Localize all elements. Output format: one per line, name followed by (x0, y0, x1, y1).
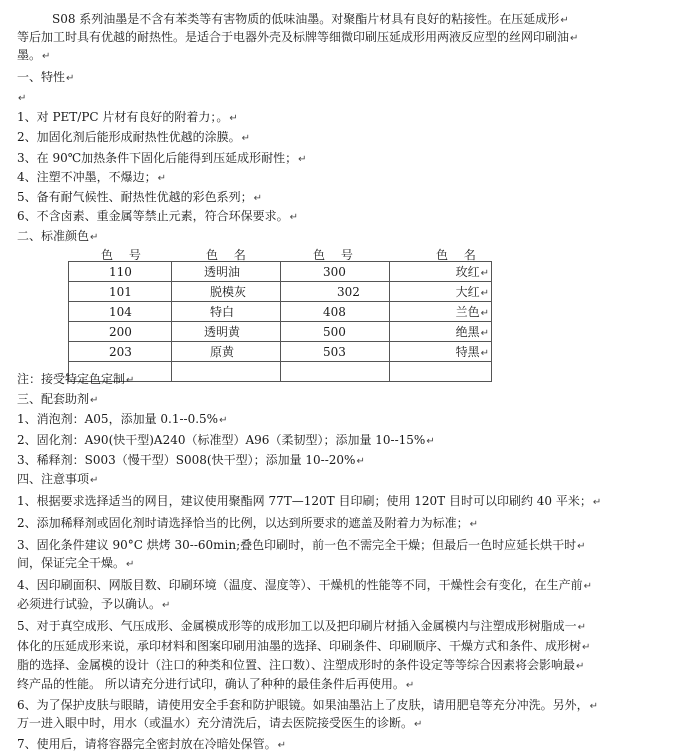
color-code-cell: 300 (281, 262, 390, 282)
feature-item: 5、备有耐气候性、耐热性优越的彩色系列；↵ (17, 190, 263, 204)
color-code-cell: 302 (281, 282, 390, 302)
color-name-cell: 脱模灰 (172, 282, 281, 302)
note-line: 7、使用后，请将容器完全密封放在冷暗处保管。↵ (17, 737, 287, 751)
color-name-cell: 特白 (172, 302, 281, 322)
color-code-cell: 408 (281, 302, 390, 322)
note-line: 1、根据要求选择适当的网目，建议使用聚酯网 77T—120T 目印刷；使用 120T 目时可以印刷约 40 平米；↵ (17, 494, 602, 508)
intro-line-1: S08 系列油墨是不含有苯类等有害物质的低味油墨。对聚酯片材具有良好的粘接性。在压延成形↵ (52, 12, 569, 26)
intro-line-2: 等后加工时具有优越的耐热性。是适合于电器外壳及标牌等细微印刷压延成形用两液反应型的丝网印刷油↵ (17, 30, 579, 44)
color-name-cell: 透明黄 (172, 322, 281, 342)
note-line: 终产品的性能。 所以请充分进行试印，确认了种种的最佳条件后再使用。↵ (17, 677, 415, 691)
color-name-cell: 透明油 (172, 262, 281, 282)
intro-line-3: 墨。↵ (17, 48, 51, 62)
table-note: 注：接受特定色定制↵ (17, 372, 135, 386)
note-line: 5、对于真空成形、气压成形、金属模成形等的成形加工以及把印刷片材插入金属模内与注塑成形树脂成一↵ (17, 619, 587, 633)
color-name-cell: 特黑↵ (390, 342, 492, 362)
color-table (68, 261, 492, 382)
table-header-name: 色 名 (436, 248, 482, 262)
table-row (69, 322, 492, 342)
color-code-cell: 500 (281, 322, 390, 342)
color-code-cell: 503 (281, 342, 390, 362)
color-name-cell: 兰色↵ (390, 302, 492, 322)
color-code-cell: 110 (69, 262, 172, 282)
table-row (69, 342, 492, 362)
note-line: 万一进入眼中时，用水（或温水）充分清洗后，请去医院接受医生的诊断。↵ (17, 716, 423, 730)
empty-cell (281, 362, 390, 382)
color-name-cell: 大红↵ (390, 282, 492, 302)
additive-item: 1、消泡剂：A05，添加量 0.1--0.5%↵ (17, 412, 228, 426)
section-title-notes: 四、注意事项↵ (17, 472, 99, 486)
table-header-name: 色 名 (206, 248, 252, 262)
feature-item: 4、注塑不冲墨，不爆边；↵ (17, 170, 167, 184)
table-row (69, 282, 492, 302)
note-line: 6、为了保护皮肤与眼睛，请使用安全手套和防护眼镜。如果油墨沾上了皮肤，请用肥皂等充分冲洗。另外，↵ (17, 698, 599, 712)
note-line: 2、添加稀释剂或固化剂时请选择恰当的比例，以达到所要求的遮盖及附着力为标准；↵ (17, 516, 479, 530)
feature-item: 6、不含卤素、重金属等禁止元素，符合环保要求。↵ (17, 209, 299, 223)
additive-item: 2、固化剂：A90(快干型)A240（标准型）A96（柔韧型）；添加量 10--15%↵ (17, 433, 435, 447)
empty-cell (172, 362, 281, 382)
note-line: 3、固化条件建议 90°C 烘烤 30--60min;叠色印刷时，前一色不需完全干燥；但最后一色时应延长烘干时↵ (17, 538, 586, 552)
empty-paragraph: ↵ (18, 93, 27, 104)
color-name-cell: 绝黑↵ (390, 322, 492, 342)
color-name-cell: 原黄 (172, 342, 281, 362)
table-header-code: 色 号 (313, 248, 359, 262)
section-title-features: 一、特性↵ (17, 70, 75, 84)
note-line: 间，保证完全干燥。↵ (17, 556, 135, 570)
color-code-cell: 200 (69, 322, 172, 342)
note-line: 必须进行试验，予以确认。↵ (17, 597, 171, 611)
table-row (69, 262, 492, 282)
feature-item: 3、在 90℃加热条件下固化后能得到压延成形耐性；↵ (17, 151, 307, 165)
section-title-additives: 三、配套助剂↵ (17, 392, 99, 406)
feature-item: 2、加固化剂后能形成耐热性优越的涂膜。↵ (17, 130, 251, 144)
section-title-colors: 二、标准颜色↵ (17, 229, 99, 243)
empty-cell (390, 362, 492, 382)
note-line: 脂的选择、金属模的设计（注口的种类和位置、注口数）、注塑成形时的条件设定等等综合因素将会影响最↵ (17, 658, 585, 672)
additive-item: 3、稀释剂：S003（慢干型）S008(快干型）；添加量 10--20%↵ (17, 453, 365, 467)
color-name-cell: 玫红↵ (390, 262, 492, 282)
note-line: 体化的压延成形来说，承印材料和图案印刷用油墨的选择、印刷条件、印刷顺序、干燥方式和条件、成形树↵ (17, 639, 591, 653)
feature-item: 1、对 PET/PC 片材有良好的附着力；。↵ (17, 110, 238, 124)
table-row (69, 302, 492, 322)
table-header-code: 色 号 (101, 248, 147, 262)
color-code-cell: 203 (69, 342, 172, 362)
note-line: 4、因印刷面积、网版目数、印刷环境（温度、湿度等）、干燥机的性能等不同，干燥性会有变化，在生产前↵ (17, 578, 593, 592)
color-code-cell: 104 (69, 302, 172, 322)
color-code-cell: 101 (69, 282, 172, 302)
